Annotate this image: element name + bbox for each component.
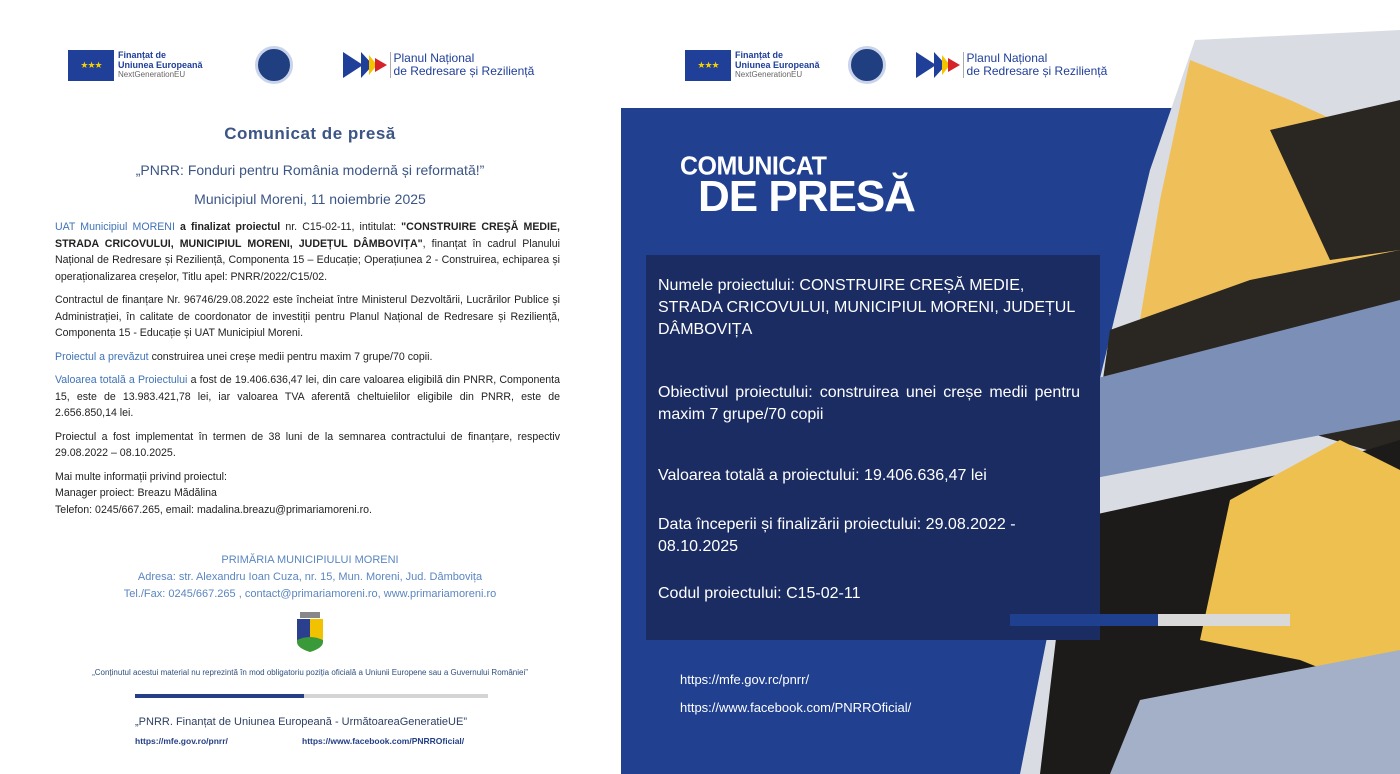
p4-a: Valoarea totală a Proiectului	[55, 374, 188, 386]
decorative-bar-right	[1010, 614, 1290, 626]
page-title: Comunicat de presă	[224, 124, 396, 143]
eu-flag-icon: ★★★	[68, 50, 114, 81]
pnrr-line2: de Redresare și Reziliență	[966, 64, 1108, 78]
mfe-link-right[interactable]: https://mfe.gov.rc/pnrr/	[680, 672, 810, 687]
subtitle: „PNRR: Fonduri pentru România modernă și reformată!”	[135, 162, 485, 178]
facebook-link[interactable]: https://www.facebook.com/PNRROficial/	[302, 736, 465, 746]
slogan: „PNRR. Finanțat de Uniunea Europeană - UrmătoareaGeneratieUE”	[135, 716, 467, 728]
project-name: Numele proiectului: CONSTRUIRE CREȘĂ MEDIE, STRADA CRICOVULUI, MUNICIPIUL MORENI, JUDEȚUL DÂMBOVIȚA	[658, 277, 1075, 338]
pnrr-line1: Planul Național	[393, 51, 475, 65]
disclaimer: „Conținutul acestui material nu reprezintă în mod obligatoriu poziția oficială a Uniunii Europene sau a Guvernului României”	[92, 668, 528, 677]
p3-b: construirea unei creșe medii pentru maxim 7 grupe/70 copii.	[148, 350, 433, 363]
p4-b: a fost de 19.406.636,47 lei, din care valoarea eligibilă din PNRR, Componenta 15, este de 13.983.421,78 lei, iar valoarea TVA aferentă cheltuielilor eligibile din PNRR, este de 2.656.850,14 lei.	[55, 374, 560, 419]
eu-flag-icon: ★★★	[685, 50, 731, 81]
eu-line2: Uniunea Europeană	[118, 60, 203, 70]
p3-a: Proiectul a prevăzut	[55, 350, 149, 363]
heading-de-presa: DE PRESĂ	[698, 172, 915, 221]
eu-line1: Finanțat de	[735, 50, 784, 60]
project-objective: Obiectivul proiectului: construirea unei creșe medii pentru maxim 7 grupe/70 copii	[658, 384, 1080, 423]
p1-d: "CONSTRUIRE CREŞĂ MEDIE, STRADA CRICOVULUI, MUNICIPIUL MORENI, JUDEȚUL DÂMBOVIȚA"	[55, 221, 560, 250]
mfe-link[interactable]: https://mfe.gov.ro/pnrr/	[135, 736, 228, 746]
facebook-link-right[interactable]: https://www.facebook.com/PNRROficial/	[680, 700, 912, 715]
heading-comunicat: COMUNICAT	[680, 151, 827, 181]
paragraph-2: Contractul de finanțare Nr. 96746/29.08.2022 este încheiat între Ministerul Dezvoltării, Lucrărilor Publice și Administrației, în calitate de coordonator de investiții pentru Planul Național de Redresare și Reziliență, Componenta 15 - Educație și UAT Municipiul Moreni.	[55, 294, 560, 339]
pnrr-line1: Planul Național	[966, 51, 1048, 65]
project-code: Codul proiectului: C15-02-11	[658, 585, 861, 602]
p1-a: UAT Municipiul MORENI	[55, 221, 175, 233]
org-name: PRIMĂRIA MUNICIPIULUI MORENI	[221, 554, 399, 566]
p1-c: nr. C15-02-11, intitulat:	[280, 221, 402, 233]
contact-line: Telefon: 0245/667.265, email: madalina.breazu@primariamoreni.ro.	[55, 503, 372, 516]
date-line: Municipiul Moreni, 11 noiembrie 2025	[194, 191, 426, 207]
p1-e: , finanțat în cadrul Planului Național de Redresare și Reziliență, Componenta 15 – Educație; Operațiunea 2 - Construirea, echiparea și operaționalizarea creșelor, Titlu apel: PNRR/2022/C15/02.	[55, 237, 560, 283]
eu-line1: Finanțat de	[118, 50, 167, 60]
org-contact: Tel./Fax: 0245/667.265 , contact@primariamoreni.ro, www.primariamoreni.ro	[123, 588, 497, 600]
project-value: Valoarea totală a proiectului: 19.406.636,47 lei	[658, 467, 987, 484]
p1-b: a finalizat proiectul	[174, 221, 281, 233]
eu-line2: Uniunea Europeană	[735, 60, 820, 70]
contact-line: Manager proiect: Breazu Mădălina	[55, 487, 217, 499]
contact-line: Mai multe informații privind proiectul:	[55, 470, 227, 483]
pnrr-line2: de Redresare și Reziliență	[393, 64, 535, 78]
project-info-box	[646, 255, 1100, 640]
eu-line3: NextGenerationEU	[735, 70, 803, 79]
project-dates: Data începerii și finalizării proiectului: 29.08.2022 - 08.10.2025	[658, 516, 1016, 555]
eu-line3: NextGenerationEU	[118, 70, 186, 79]
paragraph-5: Proiectul a fost implementat în termen de 38 luni de la semnarea contractului de finanțare, respectiv 29.08.2022 – 08.10.2025.	[55, 430, 560, 459]
org-address: Adresa: str. Alexandru Ioan Cuza, nr. 15, Mun. Moreni, Jud. Dâmbovița	[137, 571, 483, 583]
